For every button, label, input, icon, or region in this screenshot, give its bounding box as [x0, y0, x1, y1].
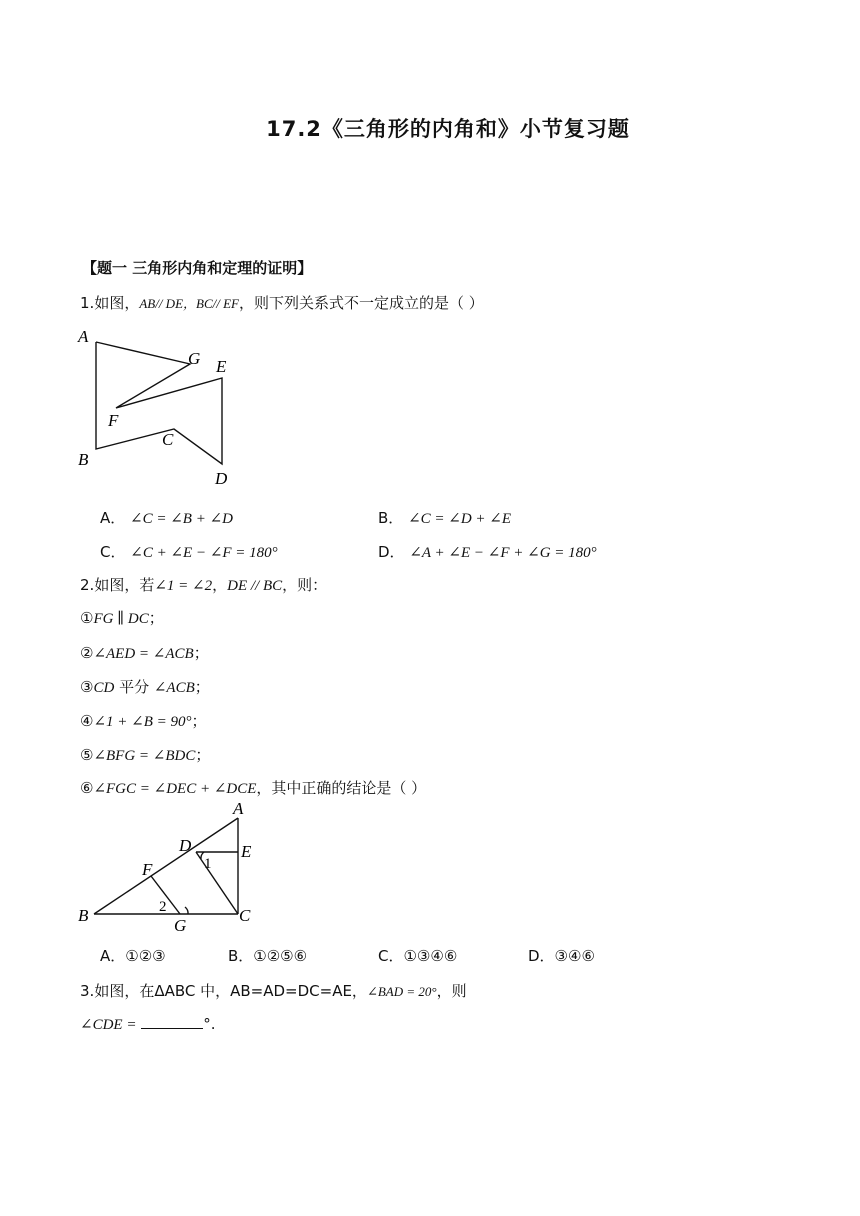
question-3-condition: ∠BAD = 20°	[366, 984, 437, 999]
q1-option-d[interactable]	[378, 541, 597, 562]
statement-2-math: ∠AED = ∠ACB	[93, 646, 194, 662]
label-G: G	[188, 349, 201, 368]
q2-option-a[interactable]: A．①②③	[100, 947, 166, 965]
question-2-text-a: 如图，若	[94, 576, 155, 594]
question-2-text-c: ，则：	[282, 576, 328, 594]
statement-3-mid: 平分	[114, 678, 154, 696]
label-F: F	[142, 860, 153, 879]
statement-1-mark: ①	[80, 609, 94, 627]
q1-option-a[interactable]	[100, 507, 233, 528]
question-2-number: 2.	[80, 576, 95, 594]
statement-4	[80, 710, 207, 731]
q1-option-b[interactable]	[378, 507, 511, 528]
label-A: A	[78, 327, 89, 346]
statement-4-mark: ④	[80, 712, 94, 730]
question-2-condition-2: DE // BC	[227, 578, 283, 594]
q1-option-c[interactable]	[100, 541, 278, 562]
label-B: B	[78, 906, 89, 925]
segment-dc	[196, 852, 238, 914]
label-E: E	[241, 842, 252, 861]
q1-option-a-text: ∠C = ∠B + ∠D	[130, 511, 233, 527]
q1-option-d-key: D．	[378, 543, 405, 561]
label-A: A	[233, 800, 244, 818]
label-D: D	[215, 469, 228, 488]
question-2-condition-1: ∠1 = ∠2	[154, 578, 213, 594]
question-3-answer-label: ∠CDE =	[80, 1017, 137, 1033]
q1-option-c-key: C．	[100, 543, 126, 561]
q1-option-c-text: ∠C + ∠E − ∠F = 180°	[130, 545, 278, 561]
answer-blank[interactable]	[141, 1014, 203, 1029]
question-1-condition: AB// DE，BC// EF	[139, 296, 239, 311]
statement-4-tail: ；	[191, 712, 207, 730]
q2-option-b[interactable]: B．①②⑤⑥	[228, 947, 308, 965]
label-1: 1	[204, 856, 212, 872]
q1-option-d-text: ∠A + ∠E − ∠F + ∠G = 180°	[409, 545, 597, 561]
figure-q2	[70, 800, 270, 940]
q1-option-b-text: ∠C = ∠D + ∠E	[408, 511, 512, 527]
statement-1	[80, 607, 164, 628]
statement-2-mark: ②	[80, 644, 94, 662]
label-C: C	[162, 430, 174, 449]
question-1-number: 1.	[80, 294, 95, 312]
statement-2	[80, 642, 209, 663]
q1-option-a-key: A．	[100, 509, 126, 527]
statement-3-mark: ③	[80, 678, 94, 696]
question-3-answer-tail: °.	[203, 1015, 216, 1033]
question-3-stem	[80, 980, 467, 1001]
page-title: 17.2《三角形的内角和》小节复习题	[266, 117, 630, 141]
label-C: C	[239, 906, 251, 925]
question-2-stem	[80, 574, 327, 595]
statement-3	[80, 676, 210, 697]
question-2-text-b: ，	[212, 576, 228, 594]
label-2: 2	[159, 899, 167, 915]
label-B: B	[78, 450, 89, 469]
statement-4-math: ∠1 + ∠B = 90°	[93, 714, 192, 730]
angle-2-arc	[185, 907, 188, 914]
question-3-text-b: ，则	[436, 982, 467, 1000]
statement-5-tail: ；	[195, 746, 211, 764]
statement-1-math: FG ∥ DC	[93, 611, 149, 627]
statement-6-tail: ，其中正确的结论是（ ）	[256, 779, 427, 797]
question-3-answer-line	[80, 1014, 216, 1034]
statement-3-math2: ∠ACB	[153, 680, 195, 696]
statement-3-tail: ；	[194, 678, 210, 696]
label-F: F	[108, 411, 119, 430]
question-3-text-a: 如图，在ΔABC 中，AB=AD=DC=AE，	[94, 982, 367, 1000]
statement-6-math: ∠FGC = ∠DEC + ∠DCE	[93, 781, 257, 797]
statement-6	[80, 777, 426, 798]
statement-6-mark: ⑥	[80, 779, 94, 797]
statement-1-tail: ；	[148, 609, 164, 627]
q2-option-d[interactable]: D．③④⑥	[528, 947, 595, 965]
question-3-number: 3.	[80, 982, 95, 1000]
q1-option-b-key: B．	[378, 509, 404, 527]
statement-2-tail: ；	[193, 644, 209, 662]
statement-5-mark: ⑤	[80, 746, 94, 764]
statement-5	[80, 744, 210, 765]
statement-5-math: ∠BFG = ∠BDC	[93, 748, 196, 764]
statement-3-math: CD	[93, 680, 115, 696]
question-1-text-b: ，则下列关系式不一定成立的是（ ）	[238, 294, 484, 312]
figure-q1-polygon	[96, 342, 222, 464]
question-1-text-a: 如图，	[94, 294, 140, 312]
q2-option-c[interactable]: C．①③④⑥	[378, 947, 458, 965]
label-G: G	[174, 916, 187, 935]
question-1-stem	[80, 292, 484, 313]
section-heading: 【题一 三角形内角和定理的证明】	[82, 259, 313, 277]
label-E: E	[216, 357, 227, 376]
figure-q1	[70, 322, 250, 492]
label-D: D	[179, 836, 192, 855]
